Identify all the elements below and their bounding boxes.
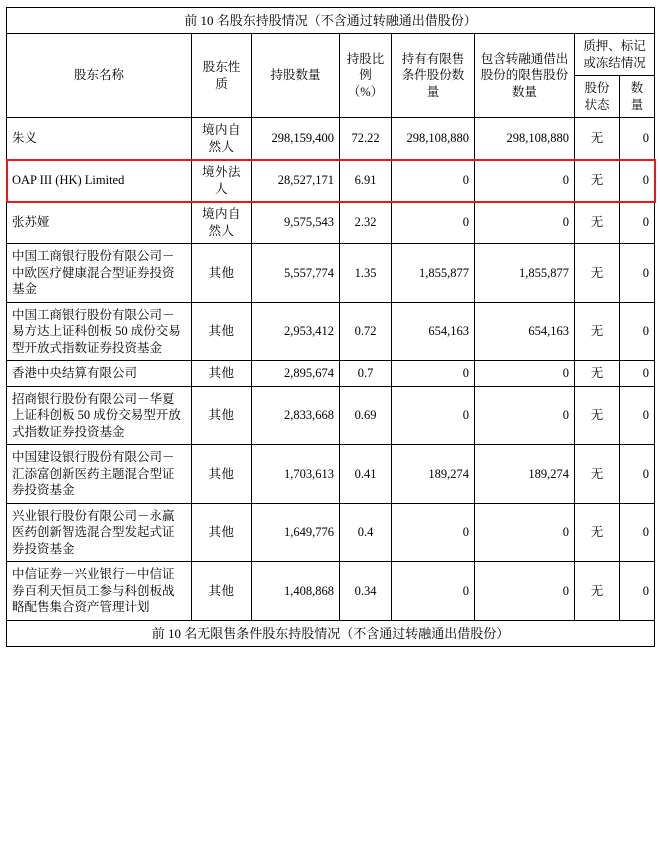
cell-pledge-amount: 0 <box>620 160 655 202</box>
table-top-banner-row <box>7 8 655 34</box>
header-shares-held: 持股数量 <box>252 34 340 118</box>
cell-pledge-status: 无 <box>575 118 620 160</box>
table-row-highlighted <box>7 160 655 202</box>
cell-pledge-amount: 0 <box>620 445 655 504</box>
cell-pledge-status: 无 <box>575 302 620 361</box>
cell-nature: 其他 <box>192 361 252 387</box>
cell-pledge-status: 无 <box>575 503 620 562</box>
table-row <box>7 244 655 303</box>
cell-shares-held: 9,575,543 <box>252 202 340 244</box>
cell-restricted-shares: 0 <box>392 160 475 202</box>
cell-ratio: 6.91 <box>340 160 392 202</box>
cell-restricted-shares: 0 <box>392 202 475 244</box>
cell-ratio: 0.34 <box>340 562 392 621</box>
cell-nature: 境内自然人 <box>192 202 252 244</box>
cell-nature: 其他 <box>192 503 252 562</box>
table-row <box>7 361 655 387</box>
cell-restricted-shares: 0 <box>392 562 475 621</box>
cell-ratio: 0.72 <box>340 302 392 361</box>
cell-pledge-amount: 0 <box>620 302 655 361</box>
cell-shares-held: 2,953,412 <box>252 302 340 361</box>
cell-shareholder-name: 香港中央结算有限公司 <box>7 361 192 387</box>
cell-pledge-status: 无 <box>575 160 620 202</box>
cell-ratio: 0.69 <box>340 386 392 445</box>
cell-shareholder-name: 中国工商银行股份有限公司－中欧医疗健康混合型证券投资基金 <box>7 244 192 303</box>
cell-pledge-status: 无 <box>575 202 620 244</box>
header-pledge-group: 质押、标记或冻结情况 <box>575 34 655 76</box>
header-pledge-status: 股份状态 <box>575 76 620 118</box>
cell-ratio: 72.22 <box>340 118 392 160</box>
cell-shares-held: 28,527,171 <box>252 160 340 202</box>
cell-restricted-shares: 298,108,880 <box>392 118 475 160</box>
cell-pledge-status: 无 <box>575 361 620 387</box>
table-row <box>7 562 655 621</box>
header-pledge-amount: 数量 <box>620 76 655 118</box>
table-row <box>7 302 655 361</box>
cell-shareholder-name: 张苏娅 <box>7 202 192 244</box>
cell-nature: 其他 <box>192 562 252 621</box>
cell-shareholder-name: 招商银行股份有限公司－华夏上证科创板 50 成份交易型开放式指数证券投资基金 <box>7 386 192 445</box>
cell-refinancing-restricted: 0 <box>475 361 575 387</box>
cell-refinancing-restricted: 0 <box>475 386 575 445</box>
cell-nature: 其他 <box>192 386 252 445</box>
cell-shareholder-name: 中国工商银行股份有限公司－易方达上证科创板 50 成份交易型开放式指数证券投资基金 <box>7 302 192 361</box>
cell-nature: 其他 <box>192 244 252 303</box>
cell-pledge-status: 无 <box>575 386 620 445</box>
cell-shareholder-name: 朱义 <box>7 118 192 160</box>
cell-nature: 境内自然人 <box>192 118 252 160</box>
cell-shares-held: 1,649,776 <box>252 503 340 562</box>
shareholders-table <box>6 7 655 647</box>
cell-pledge-amount: 0 <box>620 244 655 303</box>
header-shareholder-nature: 股东性质 <box>192 34 252 118</box>
cell-pledge-amount: 0 <box>620 503 655 562</box>
bottom-banner-text: 前 10 名无限售条件股东持股情况（不含通过转融通出借股份） <box>7 620 655 646</box>
cell-shares-held: 298,159,400 <box>252 118 340 160</box>
cell-shares-held: 1,703,613 <box>252 445 340 504</box>
cell-ratio: 1.35 <box>340 244 392 303</box>
cell-pledge-amount: 0 <box>620 118 655 160</box>
cell-ratio: 2.32 <box>340 202 392 244</box>
cut-off-row-above <box>6 0 654 7</box>
cell-shareholder-name: OAP III (HK) Limited <box>7 160 192 202</box>
cell-pledge-status: 无 <box>575 244 620 303</box>
cell-nature: 其他 <box>192 302 252 361</box>
cell-pledge-status: 无 <box>575 562 620 621</box>
cell-restricted-shares: 0 <box>392 503 475 562</box>
cell-refinancing-restricted: 0 <box>475 503 575 562</box>
cell-nature: 境外法人 <box>192 160 252 202</box>
cell-refinancing-restricted: 654,163 <box>475 302 575 361</box>
cell-refinancing-restricted: 298,108,880 <box>475 118 575 160</box>
header-refinancing-restricted: 包含转融通借出股份的限售股份数量 <box>475 34 575 118</box>
cell-nature: 其他 <box>192 445 252 504</box>
cell-restricted-shares: 0 <box>392 386 475 445</box>
cell-refinancing-restricted: 189,274 <box>475 445 575 504</box>
table-bottom-banner-row <box>7 620 655 646</box>
cell-restricted-shares: 0 <box>392 361 475 387</box>
cell-shares-held: 2,895,674 <box>252 361 340 387</box>
table-header-row <box>7 34 655 76</box>
cell-restricted-shares: 189,274 <box>392 445 475 504</box>
cell-pledge-amount: 0 <box>620 386 655 445</box>
cell-shareholder-name: 中国建设银行股份有限公司－汇添富创新医药主题混合型证券投资基金 <box>7 445 192 504</box>
table-row <box>7 118 655 160</box>
cell-pledge-amount: 0 <box>620 361 655 387</box>
cell-shares-held: 5,557,774 <box>252 244 340 303</box>
cell-refinancing-restricted: 1,855,877 <box>475 244 575 303</box>
cell-pledge-status: 无 <box>575 445 620 504</box>
cell-shareholder-name: 中信证券－兴业银行－中信证券百利天恒员工参与科创板战略配售集合资产管理计划 <box>7 562 192 621</box>
cell-shares-held: 1,408,868 <box>252 562 340 621</box>
header-restricted-shares: 持有有限售条件股份数量 <box>392 34 475 118</box>
cell-pledge-amount: 0 <box>620 562 655 621</box>
cell-ratio: 0.41 <box>340 445 392 504</box>
cell-shareholder-name: 兴业银行股份有限公司－永赢医药创新智选混合型发起式证券投资基金 <box>7 503 192 562</box>
header-ratio: 持股比例（%） <box>340 34 392 118</box>
cell-refinancing-restricted: 0 <box>475 160 575 202</box>
cell-restricted-shares: 1,855,877 <box>392 244 475 303</box>
cell-ratio: 0.4 <box>340 503 392 562</box>
table-row <box>7 503 655 562</box>
table-row <box>7 202 655 244</box>
top-banner-text: 前 10 名股东持股情况（不含通过转融通出借股份） <box>7 8 655 34</box>
cell-pledge-amount: 0 <box>620 202 655 244</box>
cell-ratio: 0.7 <box>340 361 392 387</box>
cell-shares-held: 2,833,668 <box>252 386 340 445</box>
table-row <box>7 445 655 504</box>
cell-restricted-shares: 654,163 <box>392 302 475 361</box>
cell-refinancing-restricted: 0 <box>475 202 575 244</box>
table-row <box>7 386 655 445</box>
cell-refinancing-restricted: 0 <box>475 562 575 621</box>
header-shareholder-name: 股东名称 <box>7 34 192 118</box>
